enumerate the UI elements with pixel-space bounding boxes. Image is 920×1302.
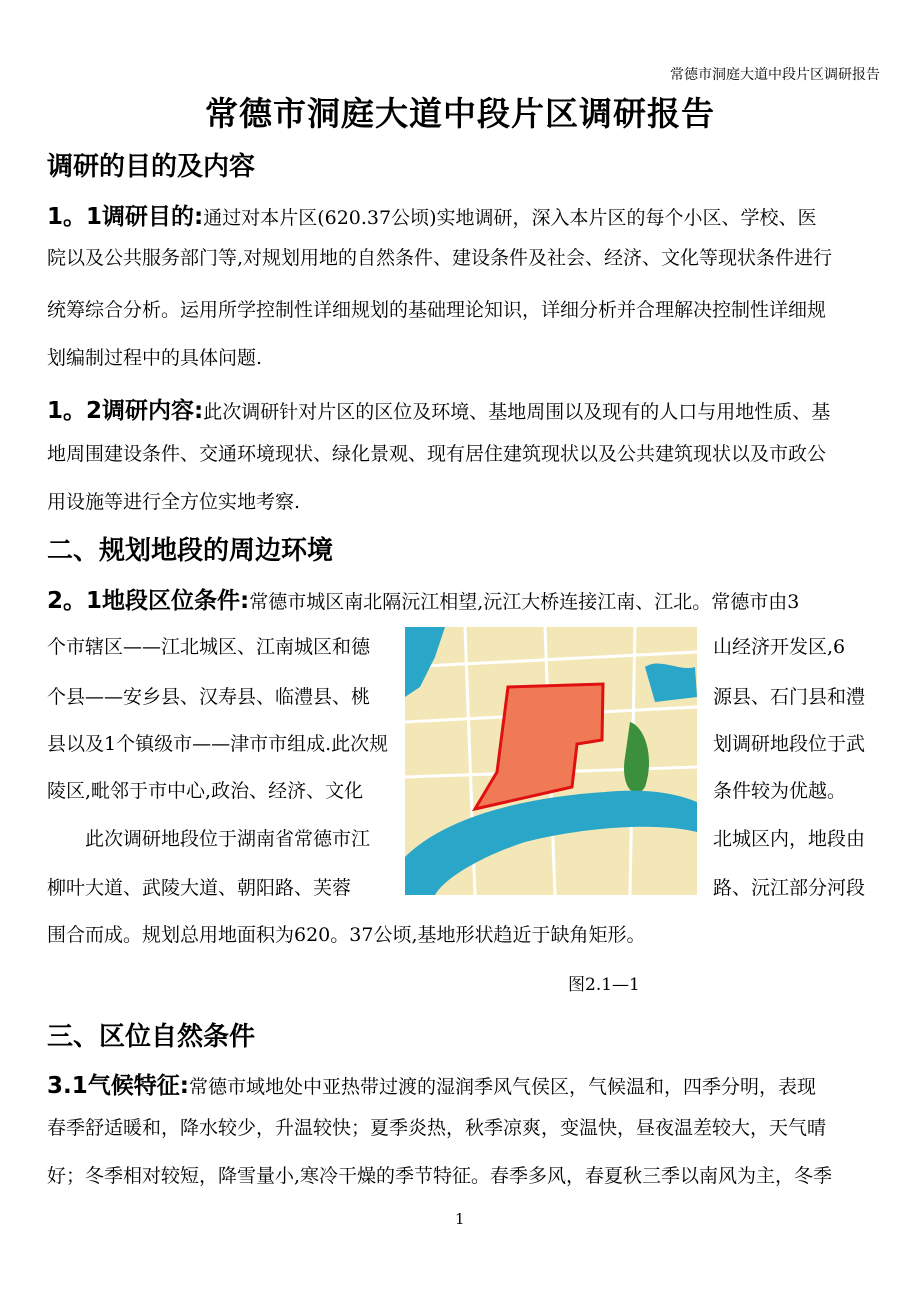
paragraph-line: 1。1调研目的:通过对本片区(620.37公顷)实地调研，深入本片区的每个小区、学校、医 xyxy=(47,204,817,230)
paragraph-line: 统筹综合分析。运用所学控制性详细规划的基础理论知识，详细分析并合理解决控制性详细规 xyxy=(47,299,827,321)
lead-label: 1。1调研目的: xyxy=(47,204,204,230)
paragraph-line: 春季舒适暖和，降水较少，升温较快；夏季炎热，秋季凉爽，变温快，昼夜温差较大，天气晴 xyxy=(47,1117,827,1139)
paragraph-line: 2。1地段区位条件:常德市城区南北隔沅江相望,沅江大桥连接江南、江北。常德市由3 xyxy=(47,588,800,614)
section-heading-3: 三、区位自然条件 xyxy=(47,1022,256,1052)
paragraph-line: 地周围建设条件、交通环境现状、绿化景观、现有居住建筑现状以及公共建筑现状以及市政公 xyxy=(47,443,827,465)
section-heading-1: 调研的目的及内容 xyxy=(47,152,256,182)
lead-label: 3.1气候特征: xyxy=(47,1073,189,1099)
wrapped-line-left: 县以及1个镇级市——津市市组成.此次规 xyxy=(47,733,389,755)
paragraph-line: 院以及公共服务部门等,对规划用地的自然条件、建设条件及社会、经济、文化等现状条件进行 xyxy=(47,247,833,269)
paragraph-line: 好；冬季相对较短，降雪量小,寒冷干燥的季节特征。春季多风，春夏秋三季以南风为主，冬季 xyxy=(47,1165,833,1187)
wrapped-line-right: 划调研地段位于武 xyxy=(713,733,866,755)
wrapped-line-right: 源县、石门县和澧 xyxy=(713,686,866,708)
wrapped-line-right: 北城区内，地段由 xyxy=(713,828,866,850)
lead-label: 2。1地段区位条件: xyxy=(47,588,250,614)
running-header: 常德市洞庭大道中段片区调研报告 xyxy=(670,67,880,83)
section-heading-2: 二、规划地段的周边环境 xyxy=(47,536,334,566)
wrapped-line-right: 山经济开发区,6 xyxy=(713,636,846,658)
wrapped-line-left: 陵区,毗邻于市中心,政治、经济、文化 xyxy=(47,780,364,802)
page-number: 1 xyxy=(455,1210,465,1228)
paragraph-line: 划编制过程中的具体问题. xyxy=(47,347,263,369)
figure-caption: 图2.1—1 xyxy=(568,975,640,995)
paragraph-line: 围合而成。规划总用地面积为620。37公顷,基地形状趋近于缺角矩形。 xyxy=(47,924,646,946)
wrapped-line-right: 条件较为优越。 xyxy=(713,780,847,802)
wrapped-line-left: 个县——安乡县、汉寿县、临澧县、桃 xyxy=(47,686,371,708)
wrapped-line-right: 路、沅江部分河段 xyxy=(713,877,866,899)
wrapped-line-left: 个市辖区——江北城区、江南城区和德 xyxy=(47,636,371,658)
paragraph-line: 用设施等进行全方位实地考察. xyxy=(47,491,301,513)
wrapped-line-left: 此次调研地段位于湖南省常德市江 xyxy=(47,828,371,850)
paragraph-line: 1。2调研内容:此次调研针对片区的区位及环境、基地周围以及现有的人口与用地性质、基 xyxy=(47,398,831,424)
lead-label: 1。2调研内容: xyxy=(47,398,204,424)
page-title: 常德市洞庭大道中段片区调研报告 xyxy=(205,94,715,133)
paragraph-line: 3.1气候特征:常德市域地处中亚热带过渡的湿润季风气侯区，气候温和，四季分明，表现 xyxy=(47,1073,816,1099)
wrapped-line-left: 柳叶大道、武陵大道、朝阳路、芙蓉 xyxy=(47,877,352,899)
site-location-map xyxy=(405,627,697,895)
